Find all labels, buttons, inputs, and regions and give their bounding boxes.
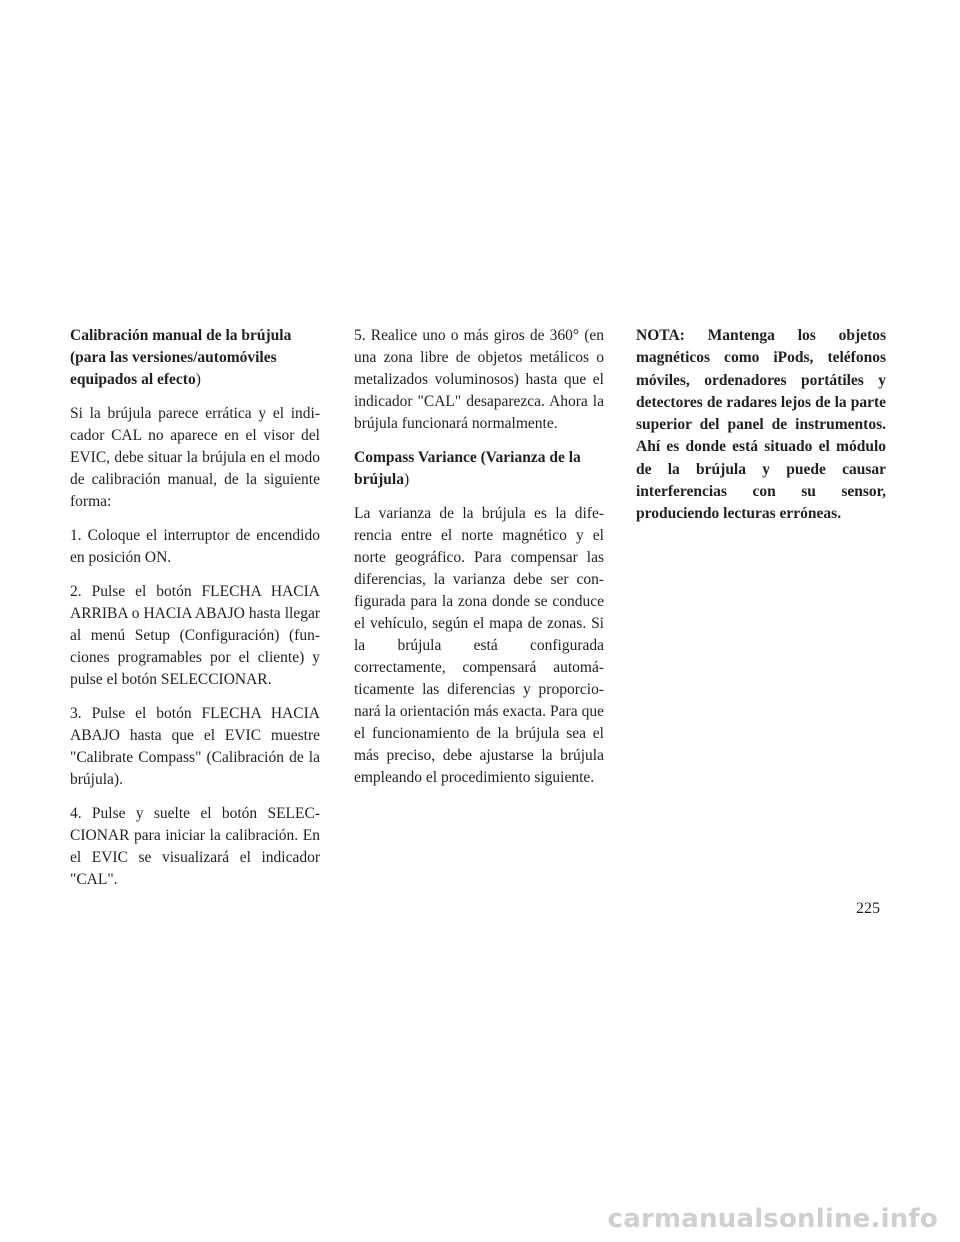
section-heading-paren: ) <box>195 371 201 388</box>
text-column-left <box>70 325 320 903</box>
note-text: Mantenga los objetos magnéticos como iPods, teléfonos móviles, ordenadores portátiles y detectores de radares lejos de la parte superior del panel de instrumentos. Ahí es donde está situado el módulo de la brújula y puede causar interferencias con su sensor, produciendo lecturas erróneas. <box>636 327 887 523</box>
intro-paragraph: Si la brújula parece errática y el indicador CAL no aparece en el visor del EVIC, debe situar la brújula en el modo de calibración manual, de la siguiente forma: <box>70 405 320 510</box>
text-column-right <box>636 325 886 538</box>
step-4: 4. Pulse y suelte el botón SELECCIONAR para iniciar la calibración. En el EVIC se visualizará el indicador "CAL". <box>70 805 320 888</box>
page-number: 225 <box>856 900 880 917</box>
section-heading-manual-calibration-text: Calibración manual de la brújula (para las versiones/automóviles equipados al efecto <box>70 327 292 388</box>
step-3: 3. Pulse el botón FLECHA HACIA ABAJO hasta que el EVIC muestre "Calibrate Compass" (Calibración de la brújula). <box>70 705 320 788</box>
section-heading-paren: ) <box>403 471 410 488</box>
section-heading-manual-calibration <box>70 325 320 391</box>
note-block <box>636 325 886 526</box>
watermark: carmanualsonline.info <box>607 1204 938 1234</box>
note-label: NOTA: <box>636 327 685 344</box>
variance-paragraph: La varianza de la brújula es la diferencia entre el norte magnético y el norte geográfico. Para compensar las diferencias, la varianza debe ser configurada para la zona donde se conduce el vehículo, según el mapa de zonas. Si la brújula está configurada correctamente, compensará automáticamente las diferencias y proporcionará la orientación más exacta. Para que el funcionamiento de la brújula sea el más preciso, debe ajustarse la brújula empleando el procedimiento siguiente. <box>354 505 604 786</box>
section-heading-compass-variance <box>354 447 604 491</box>
step-2: 2. Pulse el botón FLECHA HACIA ARRIBA o HACIA ABAJO hasta llegar al menú Setup (Configuración) (funciones programables por el cliente) y pulse el botón SELECCIONAR. <box>70 583 320 688</box>
step-5: 5. Realice uno o más giros de 360° (en una zona libre de objetos metálicos o metalizados voluminosos) hasta que el indicador "CAL" desaparezca. Ahora la brújula funcionará normalmente. <box>354 327 604 432</box>
text-column-middle <box>354 325 604 801</box>
step-1: 1. Coloque el interruptor de encendido en posición ON. <box>70 527 320 566</box>
section-heading-compass-variance-text: Compass Variance (Varianza de la brújula <box>354 449 581 488</box>
